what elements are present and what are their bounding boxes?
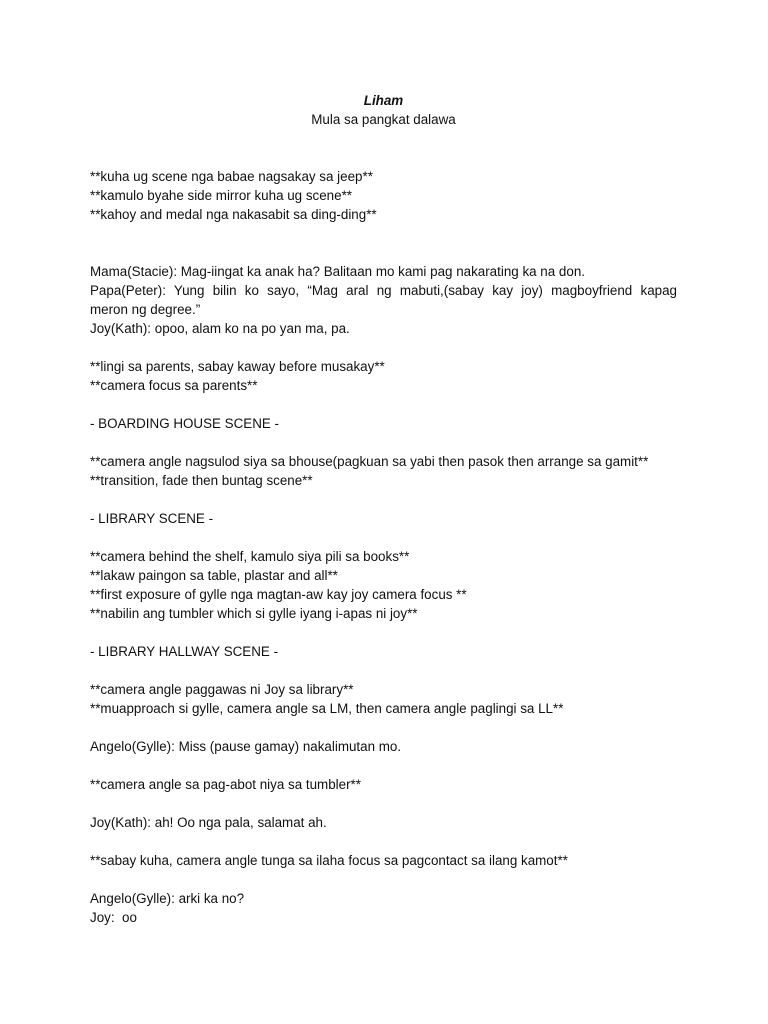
spacer [90, 832, 677, 851]
script-line: **kahoy and medal nga nakasabit sa ding-ding** [90, 207, 377, 222]
script-line: **lingi sa parents, sabay kaway before musakay** [90, 359, 385, 374]
dialogue-line: Mama(Stacie): Mag-iingat ka anak ha? Balitaan mo kami pag nakarating ka na don. [90, 264, 585, 279]
script-line: **transition, fade then buntag scene** [90, 473, 313, 488]
dialogue-line: Angelo(Gylle): arki ka no? [90, 891, 245, 906]
script-line: **nabilin ang tumbler which si gylle iyang i-apas ni joy** [90, 606, 418, 621]
script-line: **lakaw paingon sa table, plastar and all** [90, 568, 338, 583]
scene-heading: - LIBRARY HALLWAY SCENE - [90, 644, 279, 659]
script-line: **camera angle paggawas ni Joy sa library** [90, 682, 354, 697]
script-line: **camera angle sa pag-abot niya sa tumbler** [90, 777, 361, 792]
scene-heading: - BOARDING HOUSE SCENE - [90, 416, 279, 431]
spacer [90, 870, 677, 889]
script-line: **sabay kuha, camera angle tunga sa ilaha focus sa pagcontact sa ilang kamot** [90, 853, 568, 868]
spacer [90, 433, 677, 452]
document-subtitle: Mula sa pangkat dalawa [311, 112, 456, 127]
spacer [90, 395, 677, 414]
spacer [90, 756, 677, 775]
document-page [90, 91, 677, 927]
document-title: Liham [363, 93, 404, 108]
dialogue-line: Joy(Kath): ah! Oo nga pala, salamat ah. [90, 815, 327, 830]
spacer [90, 129, 677, 167]
spacer [90, 528, 677, 547]
script-line: **kuha ug scene nga babae nagsakay sa jeep** [90, 169, 373, 184]
dialogue-line: Joy: oo [90, 910, 137, 925]
script-line: **first exposure of gylle nga magtan-aw kay joy camera focus ** [90, 587, 467, 602]
spacer [90, 718, 677, 737]
dialogue-line: Angelo(Gylle): Miss (pause gamay) nakalimutan mo. [90, 739, 402, 754]
spacer [90, 623, 677, 642]
script-line: **muapproach si gylle, camera angle sa LM, then camera angle paglingi sa LL** [90, 701, 564, 716]
dialogue-line: Papa(Peter): Yung bilin ko sayo, “Mag aral ng mabuti,(sabay kay joy) magboyfriend kapag [90, 283, 677, 298]
spacer [90, 490, 677, 509]
script-line: **camera behind the shelf, kamulo siya pili sa books** [90, 549, 410, 564]
scene-heading: - LIBRARY SCENE - [90, 511, 214, 526]
script-line: **camera focus sa parents** [90, 378, 258, 393]
dialogue-line: meron ng degree.” [90, 302, 201, 317]
script-line: **camera angle nagsulod siya sa bhouse(pagkuan sa yabi then pasok then arrange sa gamit** [90, 454, 649, 469]
script-line: **kamulo byahe side mirror kuha ug scene** [90, 188, 353, 203]
spacer [90, 338, 677, 357]
spacer [90, 224, 677, 262]
spacer [90, 794, 677, 813]
spacer [90, 661, 677, 680]
dialogue-line: Joy(Kath): opoo, alam ko na po yan ma, pa. [90, 321, 350, 336]
